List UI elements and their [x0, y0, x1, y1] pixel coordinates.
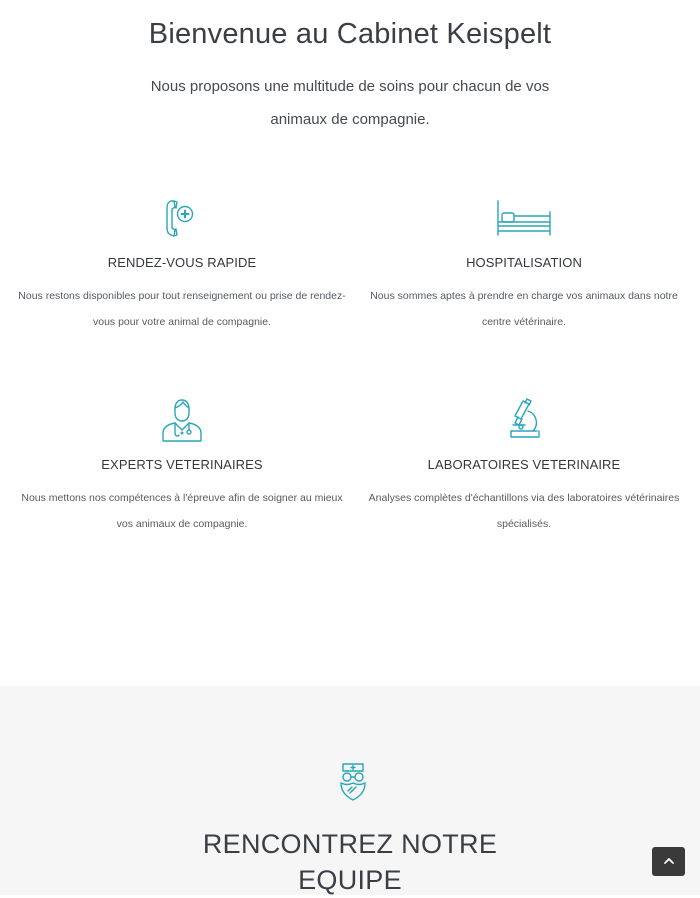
feature-laboratoires: [359, 397, 689, 537]
phone-plus-icon: [159, 195, 205, 241]
feature-title: EXPERTS VETERINAIRES: [101, 457, 263, 472]
medical-team-icon: [331, 760, 375, 804]
feature-description: Nous sommes aptes à prendre en charge vos animaux dans notre centre vétérinaire.: [370, 290, 678, 328]
feature-experts: [17, 397, 347, 537]
team-title: RENCONTREZ NOTRE EQUIPE: [202, 829, 498, 895]
feature-hospitalisation: [359, 195, 689, 335]
feature-title: HOSPITALISATION: [466, 255, 582, 270]
scroll-to-top-button[interactable]: [652, 847, 685, 876]
hospital-bed-icon: [494, 195, 554, 241]
feature-description: Nous restons disponibles pour tout renseignement ou prise de rendez-vous pour votre animal de compagnie.: [18, 290, 346, 328]
doctor-icon: [159, 397, 205, 443]
feature-rendez-vous: [17, 195, 347, 335]
intro-text: Nous proposons une multitude de soins pour chacun de vos animaux de compagnie.: [150, 78, 550, 128]
microscope-icon: [501, 397, 547, 443]
chevron-up-icon: [663, 856, 675, 865]
page-title: Bienvenue au Cabinet Keispelt: [148, 18, 552, 50]
feature-description: Nous mettons nos compétences à l'épreuve afin de soigner au mieux vos animaux de compagnie.: [21, 492, 343, 530]
feature-title: RENDEZ-VOUS RAPIDE: [107, 255, 257, 270]
feature-title: LABORATOIRES VETERINAIRE: [427, 457, 621, 472]
feature-description: Analyses complètes d'échantillons via des laboratoires vétérinaires spécialisés.: [368, 492, 680, 530]
